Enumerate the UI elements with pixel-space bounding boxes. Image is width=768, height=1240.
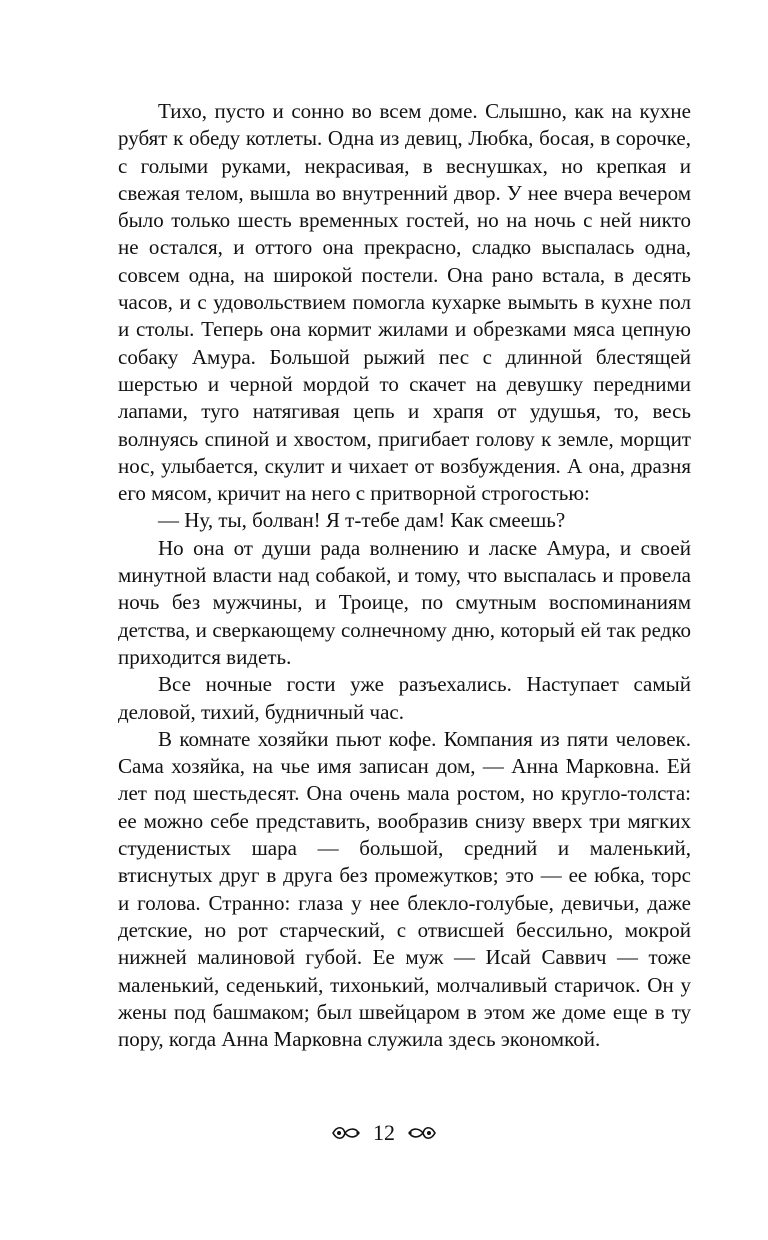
fleuron-right-icon	[407, 1123, 437, 1143]
paragraph-2: — Ну, ты, болван! Я т-тебе дам! Как смеешь?	[158, 508, 566, 533]
page-footer	[0, 1120, 768, 1146]
paragraph-5: В комнате хозяйки пьют кофе. Компания из пяти человек. Сама хозяйка, на чье имя записан дом, — Анна Марковна. Ей лет под шестьдесят. Она очень мала ростом, но кругло-толста: ее можно себе представить, вообразив снизу вверх три мягких студенистых шара — большой, средний и маленький, втиснутых друг в друга без промежутков; это — ее юбка, торс и голова. Странно: глаза у нее блекло-голубые, девичьи, даже детские, но рот старческий, с отвисшей бессильно, мокрой нижней малиновой губой. Ее муж — Исай Саввич — тоже маленький, седенький, тихонький, молчаливый старичок. Он у жены под башмаком; был швейцаром в этом же доме еще в ту пору, когда Анна Марковна служила здесь экономкой.	[118, 726, 691, 1052]
fleuron-left-icon	[331, 1123, 361, 1143]
page-number: 12	[373, 1120, 395, 1145]
body-text	[118, 98, 691, 1053]
paragraph-4: Все ночные гости уже разъехались. Наступает самый деловой, тихий, будничный час.	[118, 672, 691, 724]
paragraph-1: Тихо, пусто и сонно во всем доме. Слышно, как на кухне рубят к обеду котлеты. Одна из девиц, Любка, босая, в сорочке, с голыми руками, некрасивая, в веснушках, но крепкая и свежая телом, вышла во внутренний двор. У нее вчера вечером было только шесть временных гостей, но на ночь с ней никто не остался, и оттого она прекрасно, сладко выспалась одна, совсем одна, на широкой постели. Она рано встала, в десять часов, и с удовольствием помогла кухарке вымыть в кухне пол и столы. Теперь она кормит жилами и обрезками мяса цепную собаку Амура. Большой рыжий пес с длинной блестящей шерстью и черной мордой то скачет на девушку передними лапами, туго натягивая цепь и храпя от удушья, то, весь волнуясь спиной и хвостом, пригибает голову к земле, морщит нос, улыбается, скулит и чихает от возбуждения. А она, дразня его мясом, кричит на него с притворной строгостью:	[118, 99, 691, 506]
paragraph-3: Но она от души рада волнению и ласке Амура, и своей минутной власти над собакой, и тому, что выспалась и провела ночь без мужчины, и Троице, по смутным воспоминаниям детства, и сверкающему солнечному дню, который ей так редко приходится видеть.	[118, 535, 691, 669]
